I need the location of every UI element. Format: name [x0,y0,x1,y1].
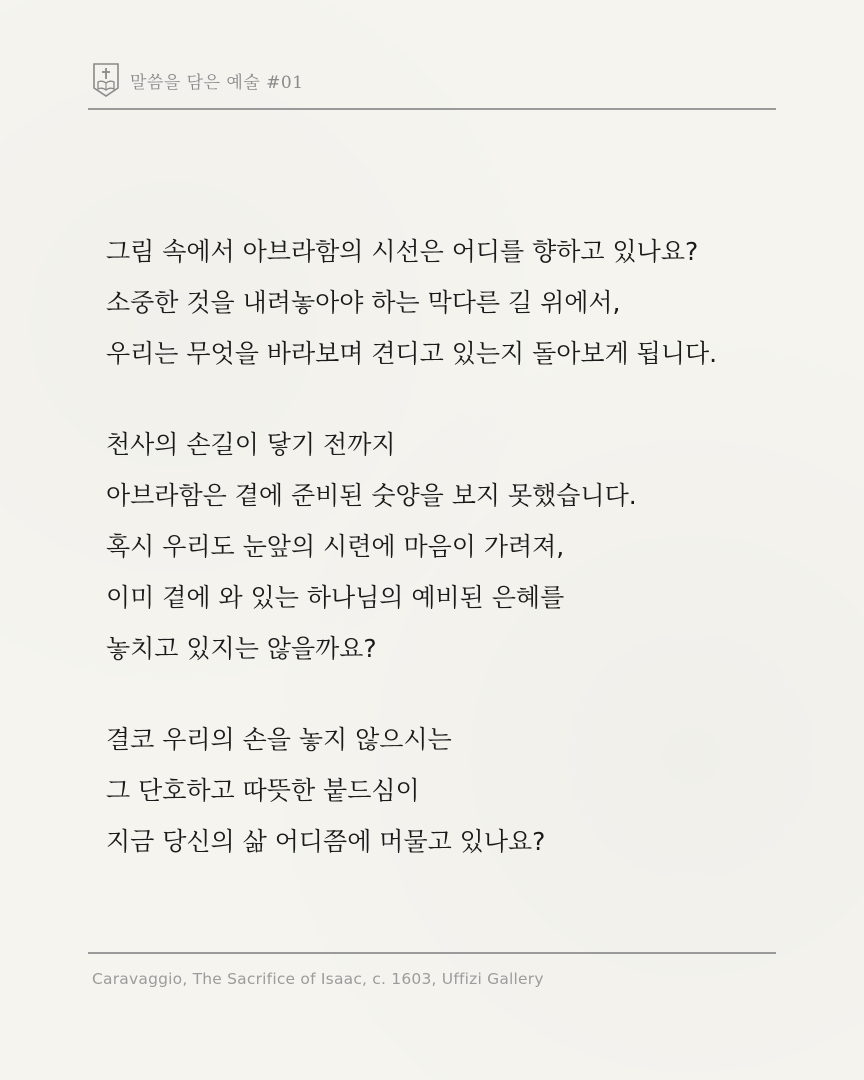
stanza-gap [106,379,776,419]
text-line: 결코 우리의 손을 놓지 않으시는 [106,725,452,754]
meditation-text [106,226,776,867]
header [88,60,776,100]
text-line: 아브라함은 곁에 준비된 숫양을 보지 못했습니다. [106,481,637,510]
stanza-gap [106,674,776,714]
series-title: 말씀을 담은 예술 #01 [130,72,304,93]
cross-book-icon [92,62,120,98]
top-divider [88,108,776,110]
bottom-divider [88,952,776,954]
text-line: 소중한 것을 내려놓아야 하는 막다른 길 위에서, [106,288,621,317]
artwork-caption: Caravaggio, The Sacrifice of Isaac, c. 1603, Uffizi Gallery [92,970,544,988]
text-line: 혹시 우리도 눈앞의 시련에 마음이 가려져, [106,532,565,561]
text-line: 이미 곁에 와 있는 하나님의 예비된 은혜를 [106,583,565,612]
text-line: 우리는 무엇을 바라보며 견디고 있는지 돌아보게 됩니다. [106,339,718,368]
text-line: 그 단호하고 따뜻한 붙드심이 [106,776,420,805]
text-line: 그림 속에서 아브라함의 시선은 어디를 향하고 있나요? [106,237,699,266]
text-line: 지금 당신의 삶 어디쯤에 머물고 있나요? [106,827,546,856]
text-line: 천사의 손길이 닿기 전까지 [106,430,396,459]
text-line: 놓치고 있지는 않을까요? [106,634,377,663]
